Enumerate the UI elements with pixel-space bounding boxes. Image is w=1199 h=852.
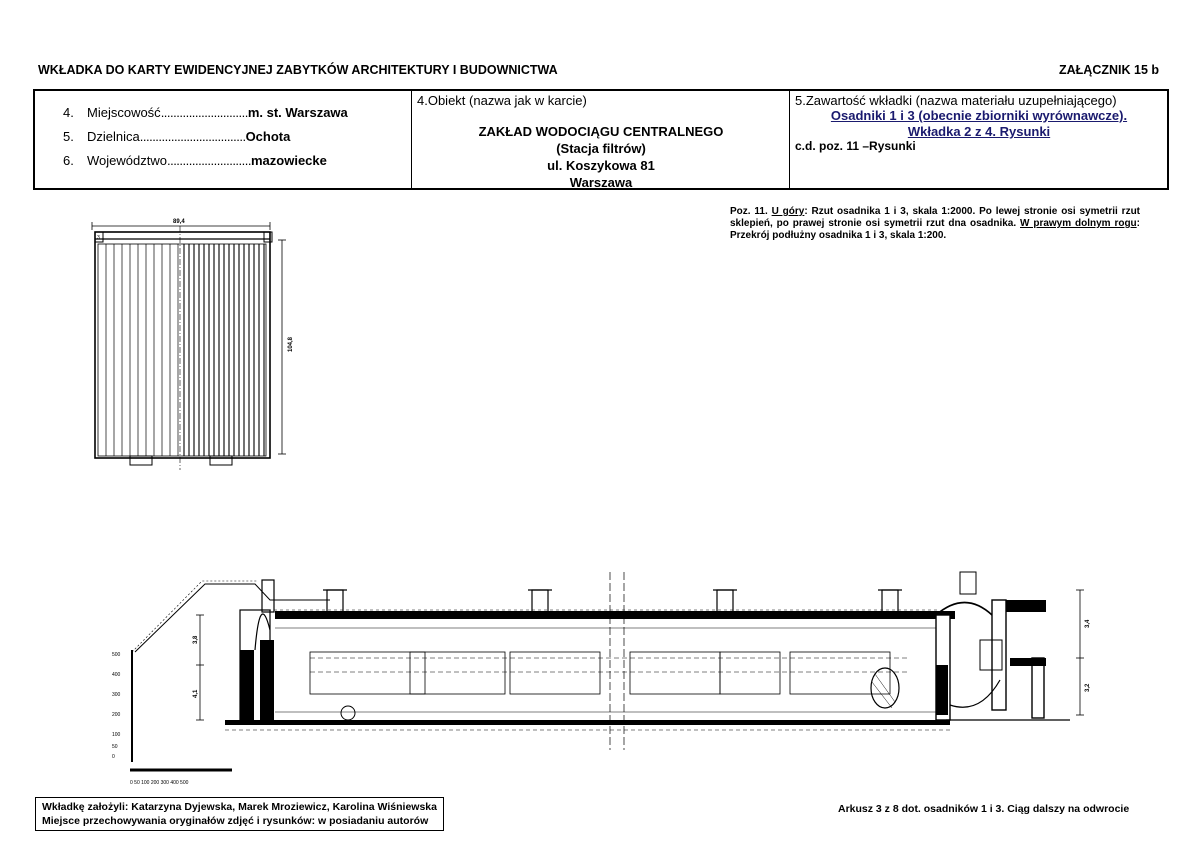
dim-left-bottom: 4,1 [193, 689, 199, 698]
location-row-city: 4. Miejscowość............................m. st. Warszawa [63, 105, 348, 120]
filter-panel [410, 652, 505, 694]
annex-number: ZAŁĄCZNIK 15 b [1059, 63, 1159, 77]
roof-vent [327, 590, 343, 612]
scale-label-400: 400 [112, 672, 121, 678]
sheet-info: Arkusz 3 z 8 dot. osadników 1 i 3. Ciąg dalszy na odwrocie [838, 803, 1130, 815]
object-subtitle: (Stacja filtrów) [556, 141, 646, 156]
filter-panel [720, 652, 780, 694]
plan-width-dimension: 89,4 [173, 219, 185, 225]
settling-tank-plan [80, 212, 310, 474]
plan-corner-mark: 3 [97, 235, 100, 241]
scale-label-50: 50 [112, 744, 118, 750]
scale-label-200: 200 [112, 712, 121, 718]
dim-right-bottom: 3,2 [1085, 683, 1091, 692]
settling-tank-section [110, 570, 1100, 790]
scale-label-500: 500 [112, 652, 121, 658]
form-title: WKŁADKA DO KARTY EWIDENCYJNEJ ZABYTKÓW ARCHITEKTURY I BUDOWNICTWA [38, 63, 558, 77]
contents-subtitle: c.d. poz. 11 –Rysunki [795, 139, 916, 153]
roof-vent [717, 590, 733, 612]
object-column [413, 91, 790, 188]
storage-line: Miejsce przechowywania oryginałów zdjęć i rysunków: w posiadaniu autorów [42, 815, 429, 827]
object-address: ul. Koszykowa 81 [547, 158, 655, 173]
object-city: Warszawa [569, 175, 633, 190]
filter-panel [510, 652, 600, 694]
authors-line: Wkładkę założyli: Katarzyna Dyjewska, Marek Mroziewicz, Karolina Wiśniewska [42, 801, 437, 813]
filter-panel [310, 652, 425, 694]
contents-label: 5.Zawartość wkładki (nazwa materiału uzupełniającego) [795, 93, 1117, 108]
object-name: ZAKŁAD WODOCIĄGU CENTRALNEGO [478, 124, 724, 139]
filter-panel [630, 652, 720, 694]
drawing-caption: Poz. 11. U góry: Rzut osadnika 1 i 3, skala 1:2000. Po lewej stronie osi symetrii rzut sklepień, po prawej stronie osi symetrii rzut dna osadnika. W prawym dolnym rogu: Przekrój podłużny osadnika 1 i 3, skala 1:200. [730, 206, 1141, 241]
authors-box [35, 797, 444, 831]
plan-height-dimension: 104,8 [288, 336, 294, 352]
scale-label-300: 300 [112, 692, 121, 698]
object-label: 4.Obiekt (nazwa jak w karcie) [417, 93, 587, 108]
location-row-district: 5. Dzielnica..................................Ochota [63, 129, 291, 144]
roof-vent [882, 590, 898, 612]
dim-right-top: 3,4 [1085, 619, 1091, 628]
roof-vent [532, 590, 548, 612]
scale-label-0: 0 [112, 754, 115, 760]
contents-column [791, 91, 1167, 188]
bottom-scale-labels: 0 50 100 200 300 400 500 [130, 780, 189, 786]
dim-left-top: 3,8 [193, 635, 199, 644]
info-table [33, 89, 1169, 190]
location-column [35, 91, 412, 188]
contents-insert: Wkładka 2 z 4. Rysunki [907, 124, 1051, 139]
scale-label-100: 100 [112, 732, 121, 738]
location-row-voivodeship: 6. Województwo...........................mazowiecke [63, 153, 327, 168]
contents-title: Osadniki 1 i 3 (obecnie zbiorniki wyrównawcze). [830, 108, 1128, 123]
